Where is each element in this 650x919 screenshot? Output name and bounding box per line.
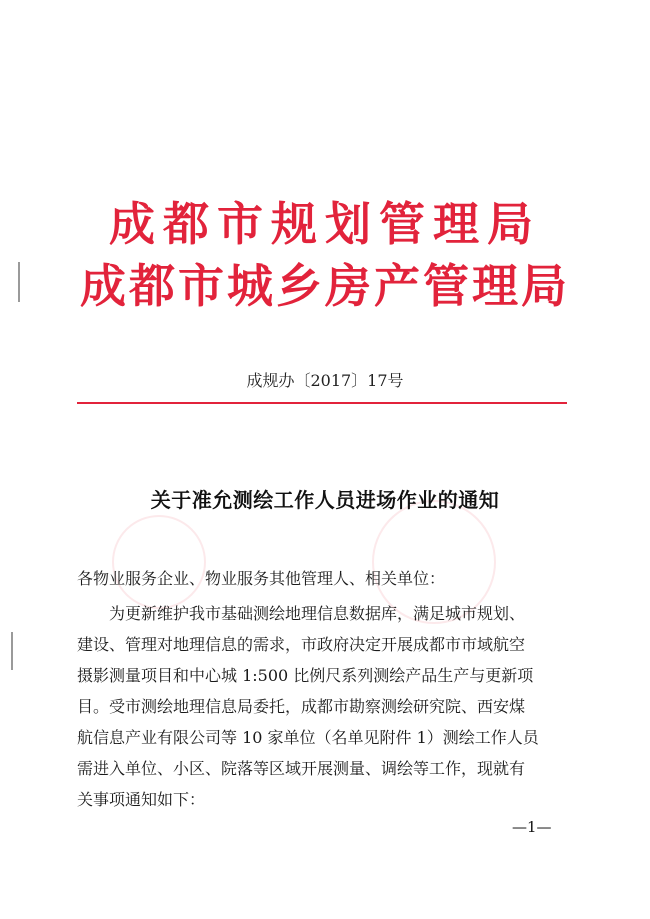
body-line: 摄影测量项目和中心城 1:500 比例尺系列测绘产品生产与更新项 (77, 666, 534, 685)
notice-body (77, 598, 577, 815)
body-line: 航信息产业有限公司等 10 家单位（名单见附件 1）测绘工作人员 (77, 728, 539, 747)
body-line: 为更新维护我市基础测绘地理信息数据库，满足城市规划、 (109, 604, 526, 623)
issuer-name-planning-bureau: 成都市规划管理局 (109, 197, 541, 251)
body-line: 建设、管理对地理信息的需求，市政府决定开展成都市市域航空 (77, 635, 526, 654)
binding-mark-bottom (11, 632, 13, 670)
page-number: —1— (512, 818, 552, 836)
notice-addressee: 各物业服务企业、物业服务其他管理人、相关单位： (77, 569, 446, 588)
issuer-name-housing-bureau: 成都市城乡房产管理局 (80, 259, 570, 313)
document-number: 成规办〔2017〕17号 (246, 371, 404, 390)
notice-title: 关于准允测绘工作人员进场作业的通知 (150, 488, 500, 512)
body-line: 目。受市测绘地理信息局委托，成都市勘察测绘研究院、西安煤 (77, 697, 526, 716)
red-separator-line (77, 402, 567, 404)
faint-seal-left (112, 515, 206, 609)
body-line: 需进入单位、小区、院落等区域开展测量、调绘等工作，现就有 (77, 759, 526, 778)
body-line: 关事项通知如下： (77, 790, 206, 809)
